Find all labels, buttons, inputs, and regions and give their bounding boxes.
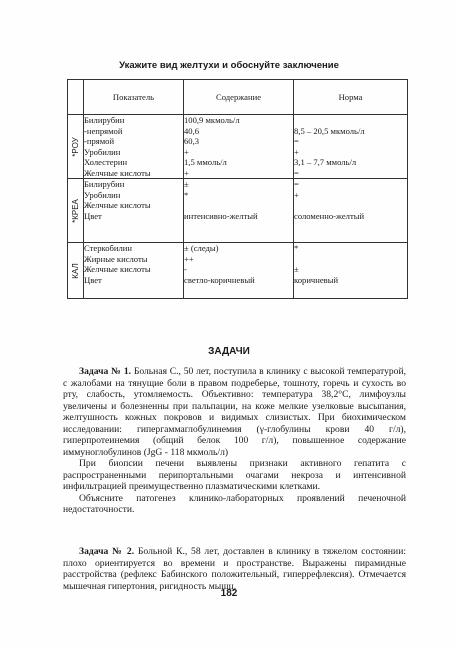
header-corner <box>68 80 84 115</box>
lab-results-table <box>67 79 408 299</box>
value: ++ <box>184 253 194 264</box>
group-label-stool-text: КАЛ <box>70 262 80 279</box>
group-label-blood <box>68 115 84 179</box>
value: 1,5 ммоль/л <box>184 157 227 167</box>
group-label-blood-text: *РОУ <box>70 136 80 157</box>
indicator: Билирубин <box>84 115 125 125</box>
page-number: 182 <box>220 588 238 599</box>
indicator: Уробилин <box>84 146 121 157</box>
indicator: -непрямой <box>84 125 123 136</box>
norm: коричневый <box>294 274 339 285</box>
indicator: Желчные кислоты <box>84 167 151 178</box>
norm: соломенно-желтый <box>294 210 365 221</box>
header-indicator: Показатель <box>84 80 184 115</box>
indicator: Цвет <box>84 274 102 285</box>
indicator: Холестерин <box>84 157 128 167</box>
table-row-urine <box>68 179 408 243</box>
norm: = <box>294 179 299 189</box>
value: 40,6 <box>184 125 200 136</box>
indicator: -прямой <box>84 136 115 146</box>
value: 100,9 мкмоль/л <box>184 115 240 125</box>
norm: = <box>294 136 299 146</box>
header-value: Содержание <box>184 80 294 115</box>
group-label-stool <box>68 243 84 299</box>
norm <box>294 200 407 211</box>
tasks-title: ЗАДАЧИ <box>208 346 250 357</box>
norm: * <box>294 243 299 253</box>
value: * <box>184 189 189 200</box>
exercise-heading: Укажите вид желтухи и обоснуйте заключение <box>119 60 339 71</box>
norms-urine <box>294 179 408 243</box>
norm: 8,5 – 20,5 мкмоль/л <box>294 125 365 136</box>
values-urine <box>184 179 294 243</box>
values-stool <box>184 243 294 299</box>
norm <box>294 254 407 265</box>
indicators-urine <box>84 179 184 243</box>
norm: + <box>294 189 299 200</box>
value <box>184 200 293 211</box>
indicator: Жирные кислоты <box>84 253 148 264</box>
task-2-text-1: Больной К., 58 лет, доставлен в клинику в тяжелом состоянии: плохо ориентируется во времени и пространстве. Выражены пирамидные расстройства (рефлекс Бабинского положительный, гиперрефлексия). Отмечается мышечная гипертония, ригидность мышц. <box>63 546 406 592</box>
value: интенсивно-желтый <box>184 210 258 221</box>
value: + <box>184 167 189 178</box>
group-label-urine-text: *КРЕА <box>70 198 80 223</box>
norms-stool <box>294 243 408 299</box>
table-row-stool <box>68 243 408 299</box>
norm: + <box>294 146 299 157</box>
values-blood <box>184 115 294 179</box>
indicator: Желчные кислоты <box>84 264 151 274</box>
indicator: Цвет <box>84 210 102 221</box>
task-2-paragraph-1 <box>63 546 406 592</box>
task-1-text-1: Больная С., 50 лет, поступила в клинику с высокой температурой, с жалобами на тянущие боли в правом подреберье, тошноту, горечь и сухость во рту, слабость, утомляемость. Объективно: температура 38,2°С, лимфоузлы увеличены и болезненны при пальпации, на коже мелкие узелковые высыпания, желтушность кожных покровов и видимых слизистых. При биохимическом исследовании: гипергаммаглобулинемия (γ-глобулины крови 40 г/л), гиперпротеинемия (общий белок 100 г/л), повышенное содержание иммуноглобулинов (JgG - 118 мкмоль/л) <box>63 366 406 458</box>
norm: ± <box>294 264 299 274</box>
norms-blood <box>294 115 408 179</box>
indicator: Стеркобилин <box>84 243 132 253</box>
indicator: Желчные кислоты <box>84 200 151 210</box>
value: + <box>184 146 189 157</box>
indicator: Уробилин <box>84 189 121 200</box>
norm: = <box>294 167 299 178</box>
value: 60,3 <box>184 136 200 146</box>
task-1-label: Задача № 1. <box>79 366 132 377</box>
norm <box>294 115 407 126</box>
indicator: Билирубин <box>84 179 125 189</box>
task-2-label: Задача № 2. <box>79 546 135 557</box>
norm: 3,1 – 7,7 ммоль/л <box>294 157 357 167</box>
indicators-stool <box>84 243 184 299</box>
task-1-paragraph-1 <box>63 366 406 458</box>
header-norm: Норма <box>294 80 408 115</box>
table-row-blood <box>68 115 408 179</box>
value: - <box>184 264 187 274</box>
group-label-urine <box>68 179 84 243</box>
task-1-paragraph-2: При биопсии печени выявлены признаки активного гепатита с распространенными перипортальными очагами некроза и интенсивной инфильтрацией преимущественно плазматическими клетками. <box>63 458 406 492</box>
task-1 <box>63 366 406 516</box>
value: ± (следы) <box>184 243 219 253</box>
table-header-row <box>68 80 408 115</box>
indicators-blood <box>84 115 184 179</box>
value: светло-коричневый <box>184 274 255 285</box>
task-2 <box>63 546 406 592</box>
value: ± <box>184 179 189 189</box>
task-1-paragraph-3: Объясните патогенез клинико-лабораторных проявлений печеночной недостаточности. <box>63 492 406 515</box>
